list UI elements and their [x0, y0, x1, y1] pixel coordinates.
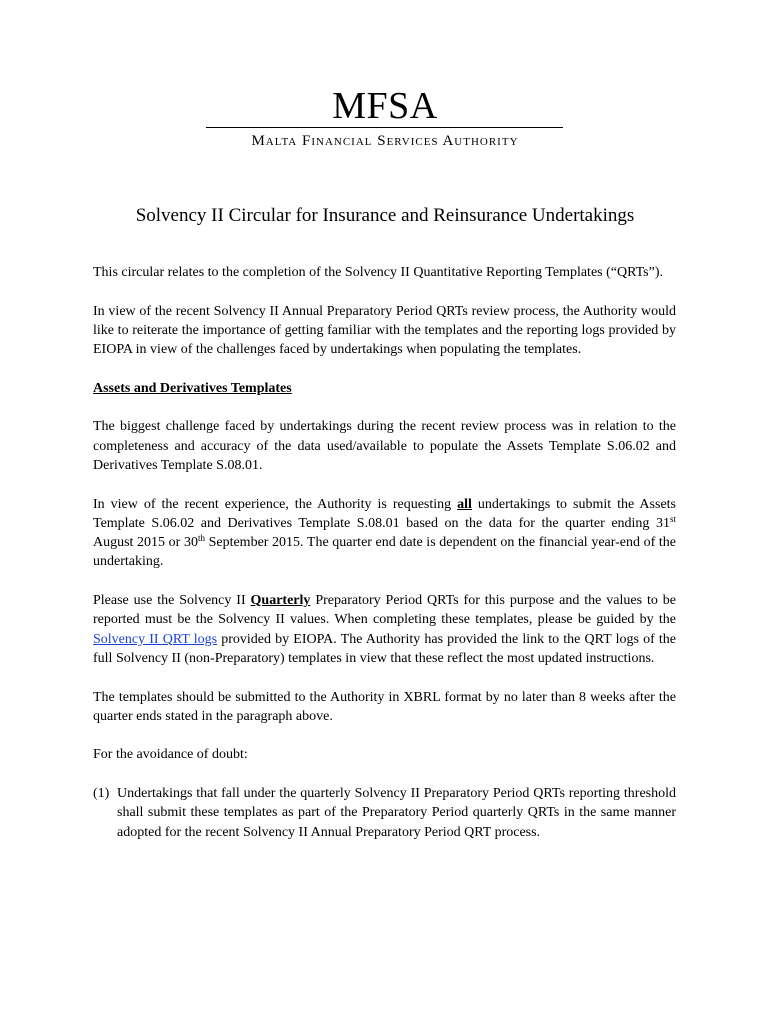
list-item — [93, 784, 676, 842]
request-emphasis-all: all — [457, 496, 472, 512]
list-item-number: (1) — [93, 786, 110, 802]
request-superscript-th: th — [197, 533, 205, 544]
challenge-paragraph: The biggest challenge faced by undertakings during the recent review process was in relation to the completeness and accuracy of the data used/available to populate the Assets Template S.06.02 and Derivatives Template S.08.01. — [93, 419, 676, 473]
request-text-4: September 2015. The quarter end date is dependent on the financial year-end of the undertaking. — [93, 535, 676, 570]
quarterly-paragraph — [93, 591, 676, 668]
request-text-2: undertakings to submit the Assets Template S.06.02 and Derivatives Template S.08.01 based on the data for the quarter ending 31 — [93, 496, 676, 531]
quarterly-text-1: Please use the Solvency II — [93, 593, 251, 609]
list-item-text: Undertakings that fall under the quarterly Solvency II Preparatory Period QRTs reporting threshold shall submit these templates as part of the Preparatory Period quarterly QRTs in the same manner adopted for the recent Solvency II Annual Preparatory Period QRT process. — [117, 786, 676, 840]
request-text-1: In view of the recent experience, the Authority is requesting — [93, 496, 458, 512]
mfsa-logo-subtitle: Malta Financial Services Authority — [251, 133, 519, 149]
logo-divider — [206, 127, 563, 128]
document-title: Solvency II Circular for Insurance and Reinsurance Undertakings — [135, 205, 635, 226]
quarterly-text-2: Preparatory Period QRTs for this purpose and the values to be reported must be the Solvency II values. When completing these templates, please be guided by the — [93, 593, 676, 628]
mfsa-logo-title: MFSA — [332, 85, 438, 127]
request-paragraph — [93, 495, 676, 572]
document-body — [93, 263, 676, 842]
qrt-logs-link[interactable]: Solvency II QRT logs — [93, 631, 218, 647]
quarterly-text-3: provided by EIOPA. The Authority has provided the link to the QRT logs of the full Solvency II (non-Preparatory) templates in view that these reflect the most updated instructions. — [93, 631, 676, 666]
intro-paragraph: This circular relates to the completion of the Solvency II Quantitative Reporting Templates (“QRTs”). — [93, 265, 663, 280]
quarterly-emphasis: Quarterly — [250, 593, 311, 609]
request-superscript-st: st — [669, 513, 676, 524]
section-heading: Assets and Derivatives Templates — [93, 380, 292, 396]
request-text-3: August 2015 or 30 — [93, 535, 198, 551]
review-paragraph: In view of the recent Solvency II Annual Preparatory Period QRTs review process, the Authority would like to reiterate the importance of getting familiar with the templates and the reporting logs provided by EIOPA in view of the challenges faced by undertakings when populating the templates. — [93, 303, 676, 358]
xbrl-paragraph: The templates should be submitted to the Authority in XBRL format by no later than 8 weeks after the quarter ends stated in the paragraph above. — [93, 689, 676, 724]
doubt-paragraph: For the avoidance of doubt: — [93, 747, 248, 763]
